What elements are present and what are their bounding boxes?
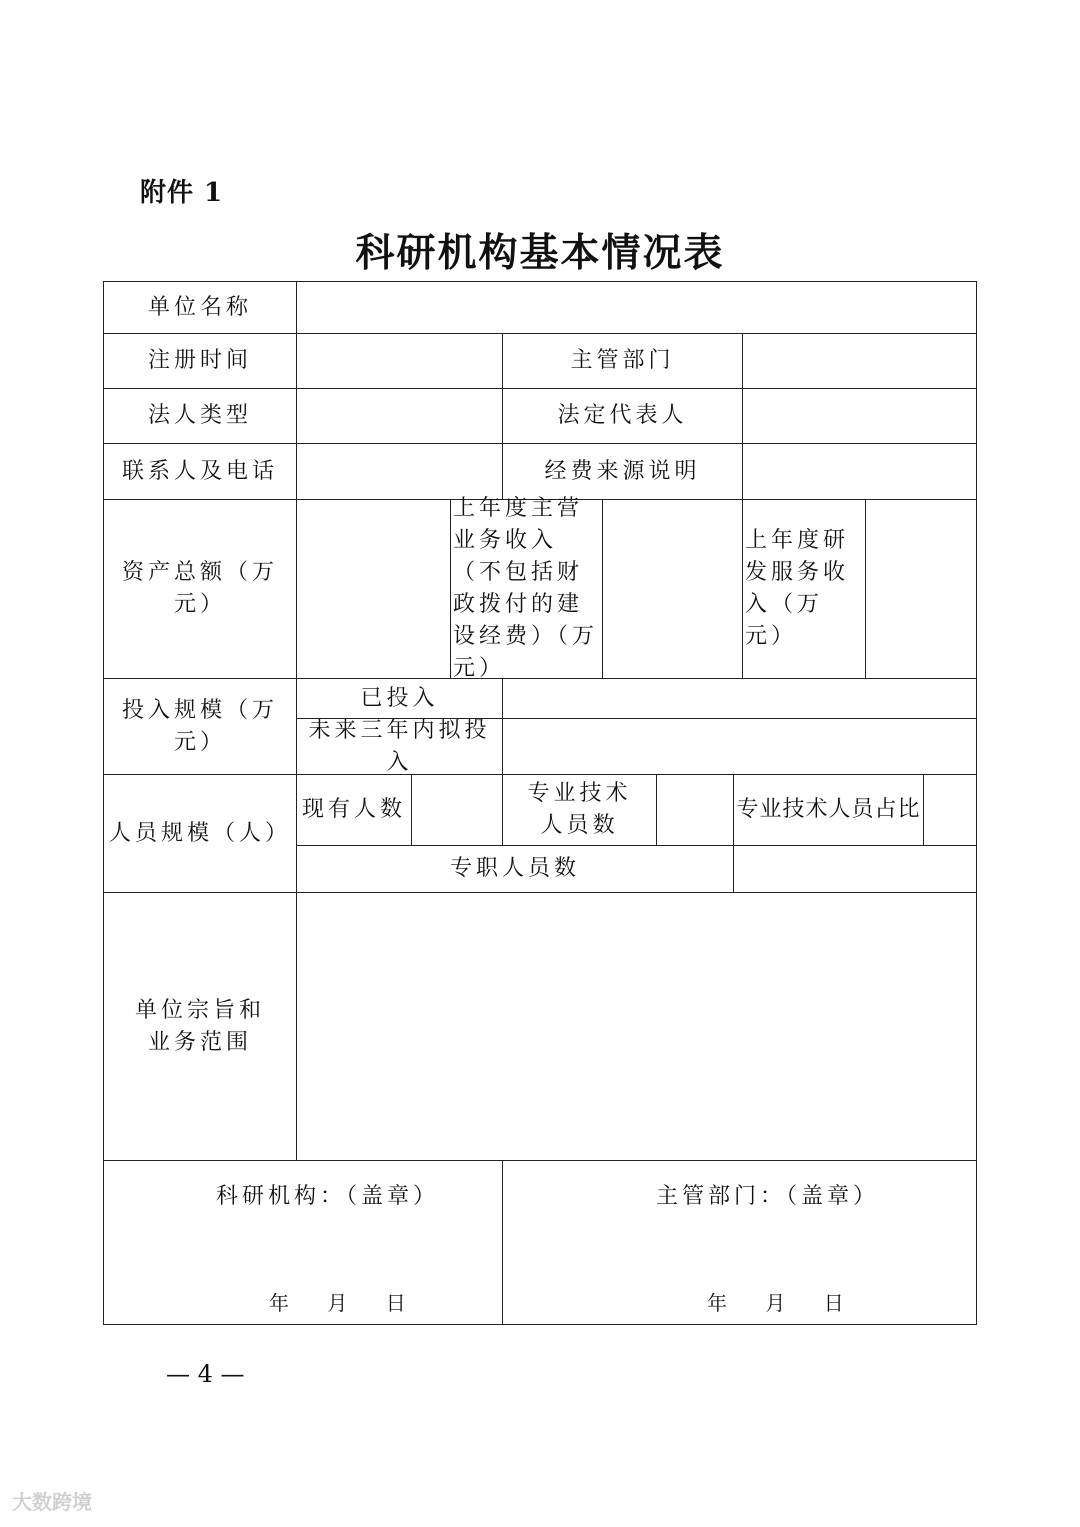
seal-dept-label: 主管部门：（盖章） <box>656 1184 880 1209</box>
label-rd-income: 上年度研发服务收入（万元） <box>742 499 866 679</box>
label-fund-source: 经费来源说明 <box>502 443 743 500</box>
label-unit-name: 单位名称 <box>103 281 297 334</box>
label-current-staff: 现有人数 <box>296 774 412 846</box>
tech-staff-field[interactable] <box>656 774 734 846</box>
label-future-invest: 未来三年内拟投入 <box>296 718 503 775</box>
purpose-field[interactable] <box>296 892 977 1161</box>
reg-time-field[interactable] <box>296 333 503 389</box>
label-reg-time: 注册时间 <box>103 333 297 389</box>
dept-field[interactable] <box>742 333 977 389</box>
legal-rep-field[interactable] <box>742 388 977 444</box>
current-staff-field[interactable] <box>411 774 503 846</box>
tech-ratio-field[interactable] <box>923 774 977 846</box>
contact-field[interactable] <box>296 443 503 500</box>
label-legal-type: 法人类型 <box>103 388 297 444</box>
seal-org-label: 科研机构：（盖章） <box>216 1184 440 1209</box>
label-fulltime-staff: 专职人员数 <box>296 845 734 893</box>
label-invest-scale: 投入规模（万元） <box>103 678 297 775</box>
rd-income-field[interactable] <box>865 499 977 679</box>
fulltime-staff-field[interactable] <box>733 845 977 893</box>
future-invest-field[interactable] <box>502 718 977 775</box>
label-tech-ratio: 专业技术人员占比 <box>733 774 924 846</box>
seal-org-date: 年 月 日 <box>269 1291 408 1315</box>
seal-dept-date: 年 月 日 <box>707 1291 846 1315</box>
label-invested: 已投入 <box>296 678 503 719</box>
label-purpose: 单位宗旨和业务范围 <box>103 892 297 1161</box>
label-assets: 资产总额（万元） <box>103 499 297 679</box>
attachment-label: 附件 1 <box>140 178 224 208</box>
label-tech-staff: 专业技术人员数 <box>502 774 657 846</box>
info-form-table <box>103 281 977 1325</box>
page-title: 科研机构基本情况表 <box>355 230 725 276</box>
label-contact: 联系人及电话 <box>103 443 297 500</box>
assets-field[interactable] <box>296 499 451 679</box>
legal-type-field[interactable] <box>296 388 503 444</box>
label-legal-rep: 法定代表人 <box>502 388 743 444</box>
label-staff-scale: 人员规模（人） <box>103 774 297 893</box>
label-main-income: 上年度主营业务收入（不包括财政拨付的建设经费）（万元） <box>450 499 603 679</box>
main-income-field[interactable] <box>602 499 743 679</box>
label-dept: 主管部门 <box>502 333 743 389</box>
page-number: — 4 — <box>166 1360 245 1388</box>
fund-source-field[interactable] <box>742 443 977 500</box>
unit-name-field[interactable] <box>296 281 977 334</box>
invested-field[interactable] <box>502 678 977 719</box>
watermark: 大数跨境 <box>12 1490 92 1514</box>
